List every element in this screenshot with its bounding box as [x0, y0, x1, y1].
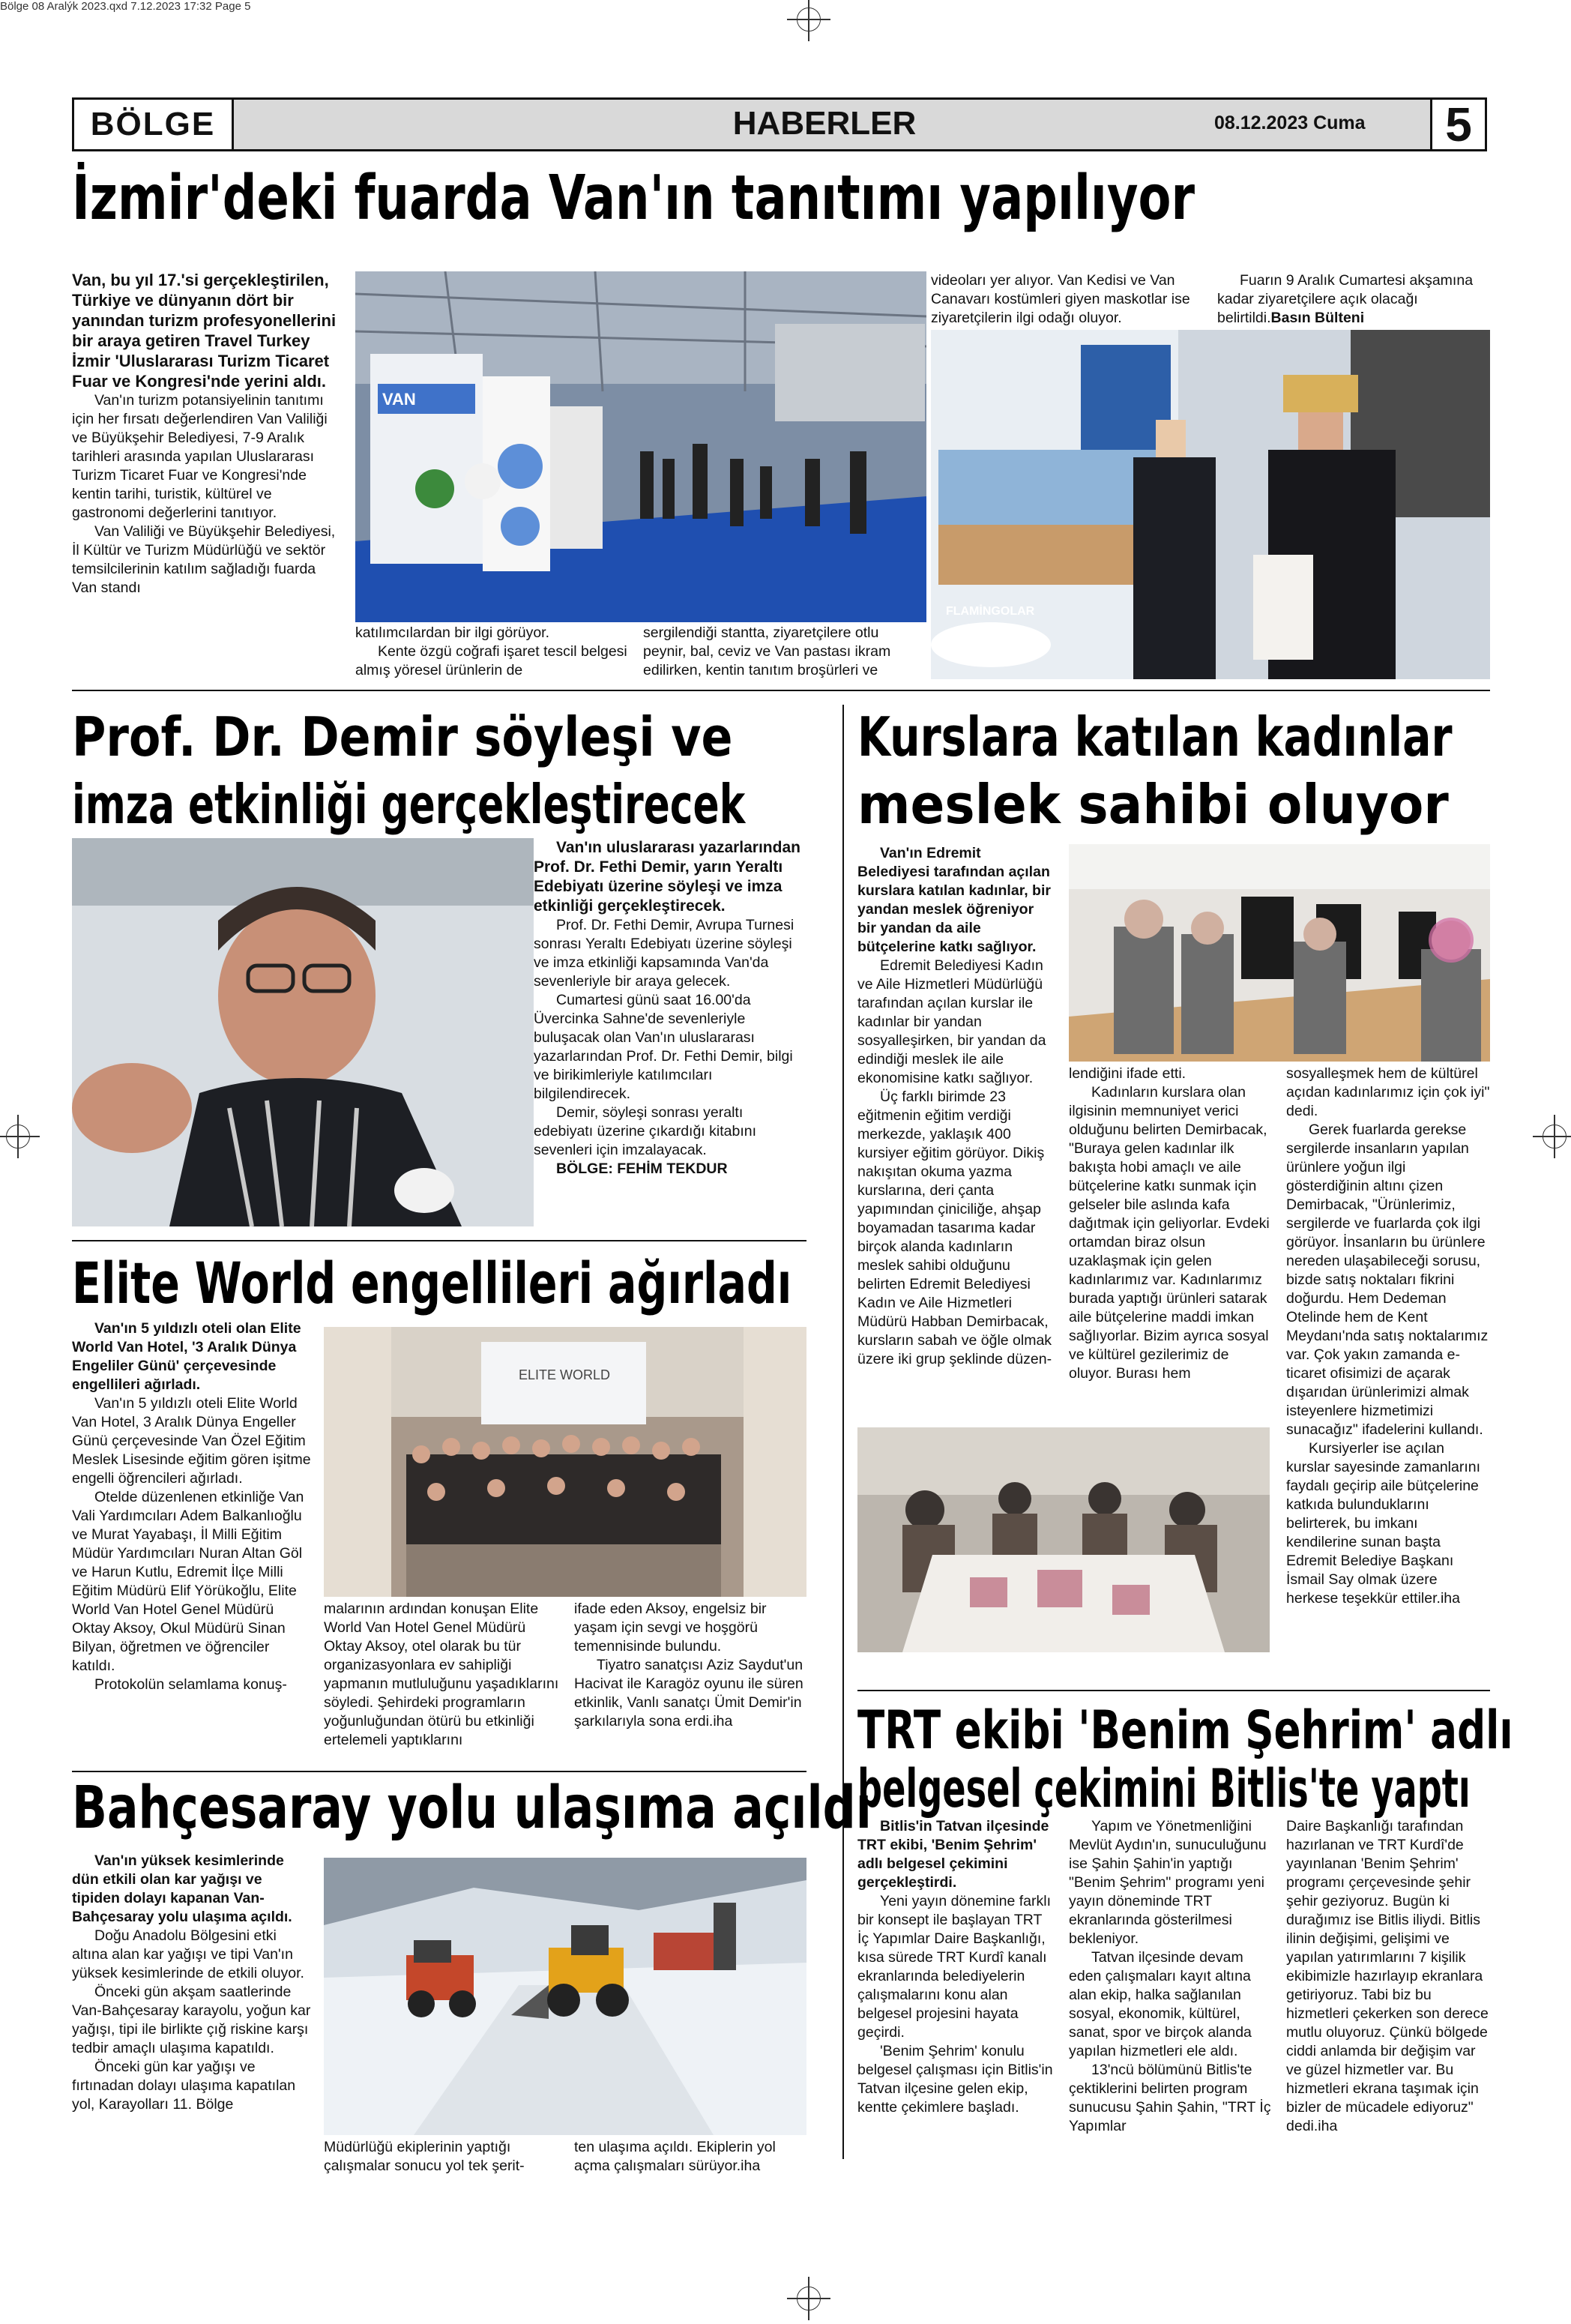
- bahcesaray-col-2: Müdürlüğü ekiplerinin yaptığı çalışmalar sonucu yol tek şerit-: [324, 2139, 525, 2174]
- headline-demir-line2: imza etkinliği gerçekleştirecek: [72, 773, 746, 836]
- elite-paragraph: Tiyatro sanatçısı Aziz Saydut'un Hacivat ile Karagöz oyunu ile süren etkinlik, Vanlı sanatçı Ümit Demir'in şarkılarıyla sona erdi.: [574, 1657, 803, 1730]
- bahcesaray-col-1: [72, 1852, 313, 2114]
- crop-mark-bottom: [797, 2287, 821, 2311]
- photo-elite-group: [324, 1327, 806, 1597]
- page-number: 5: [1430, 97, 1487, 151]
- kurslar-paragraph: Gerek fuarlarda gerekse sergilerde insanların yapılan ürünlere yoğun ilgi gösterdiğinin altını çizen Demirbacak, "Ürünlerimiz, sergilerde ve fuarlarda çok ilgi görüyor. İnsanların bu ürünlere nereden ulaşabileceği sorusu, bizde satış noktaları fikrini doğurdu. Hem Dedeman Otelinde hem de Kent Meydanı'nda satış noktalarımız var. Çok yakın zamanda e-ticaret ofisimizi de açarak dışarıdan ürünlerimizi almak isteyenlere hizmetimizi sunacağız" ifadelerini kullandı.: [1286, 1122, 1489, 1438]
- headline-izmir: İzmir'deki fuarda Van'ın tanıtımı yapılıyor: [72, 163, 1195, 234]
- trt-paragraph: Tatvan ilçesinde devam eden çalışmaları kayıt altına alan ekip, halka sağlanılan sosyal, ekonomik, kültürel, sanat, spor ve birçok alanda yapılan hizmetleri ele aldı.: [1069, 1949, 1252, 2059]
- headline-trt-line1: TRT ekibi 'Benim Şehrim' adlı: [857, 1700, 1513, 1761]
- bahcesaray-lead: Van'ın yüksek kesimlerinde dün etkili olan kar yağışı ve tipiden dolayı kapanan Van-Bahçesaray yolu ulaşıma açıldı.: [72, 1852, 292, 1925]
- trt-paragraph: Yeni yayın dönemine farklı bir konsept ile başlayan TRT İç Yapımlar Daire Başkanlığı, kısa sürede TRT Kurdî kanalı ekranlarında belediyelerin çalışmalarını konu alan belgesel projesini hayata geçirdi.: [857, 1893, 1052, 2041]
- izmir-col-4: videoları yer alıyor. Van Kedisi ve Van Canavarı kostümleri giyen maskotlar ise ziyaretçilerin ilgi odağı oluyor.: [931, 272, 1190, 326]
- crop-mark-right: [1543, 1125, 1567, 1149]
- kurslar-lead: Van'ın Edremit Belediyesi tarafından açılan kurslara katılan kadınlar, bir yandan meslek öğreniyor bir yandan da aile bütçelerine katkı sağlıyor.: [857, 845, 1051, 955]
- headline-kurslar-line1: Kurslara katılan kadınlar: [857, 705, 1453, 768]
- headline-trt-line2: belgesel çekimini Bitlis'te yaptı: [857, 1758, 1471, 1819]
- elite-paragraph: ifade eden Aksoy, engelsiz bir yaşam için sevgi ve hoşgörü temennisinde bulundu.: [574, 1601, 767, 1655]
- bahcesaray-paragraph: Önceki gün kar yağışı ve fırtınadan dolayı ulaşıma kapatılan yol, Karayolları 11. Bölge: [72, 2059, 296, 2113]
- section-divider: [72, 1771, 806, 1772]
- kurslar-paragraph: Kadınların kurslara olan ilgisinin memnuniyet verici olduğunu belirten Demirbacak, "Buraya gelen kadınlar ilk bakışta hobi amaçlı ve aile bütçelerine katkı sunmak için gelseler bile aslında kafa dağıtmak için geliyorlar. Evdeki ortamdan biraz olsun uzaklaşmak için gelen kadınlarımız var. Kadınlarımız burada yaptığı ürünleri satarak aile bütçelerine maddi imkan sağlıyorlar. Bizim ayrıca sosyal ve kültürel gezilerimiz de oluyor. Burası hem: [1069, 1084, 1270, 1382]
- section-divider: [857, 1690, 1490, 1691]
- flamingolar-label: FLAMİNGOLAR: [946, 605, 1035, 618]
- elite-paragraph: Protokolün selamlama konuş-: [94, 1676, 287, 1693]
- crop-mark-top: [797, 7, 821, 31]
- issue-date: 08.12.2023 Cuma: [1214, 112, 1366, 133]
- bahcesaray-paragraph: Önceki gün akşam saatlerinde Van-Bahçesaray karayolu, yoğun kar yağışı, tipi ile birlikte çığ riskine karşı tedbir amaçlı ulaşıma kapatıldı.: [72, 1984, 311, 2056]
- izmir-col-1: [72, 270, 343, 597]
- photo-van-stand: [355, 271, 926, 622]
- kurslar-source: iha: [1440, 1590, 1460, 1607]
- photo-snow-road: [324, 1858, 806, 2135]
- photo-fethi-demir: [72, 838, 534, 1226]
- kurslar-col-3: [1286, 1065, 1490, 1608]
- trt-lead: Bitlis'in Tatvan ilçesinde TRT ekibi, 'Benim Şehrim' adlı belgesel çekimini gerçekleştirdi.: [857, 1818, 1049, 1891]
- elite-source: iha: [713, 1713, 733, 1730]
- kurslar-paragraph: lendiğini ifade etti.: [1069, 1065, 1186, 1082]
- kurslar-paragraph: Üç farklı birimde 23 eğitmenin eğitim verdiği merkezde, yaklaşık 400 kursiyer eğitim görüyor. Dikiş nakışıtan okuma yazma kurslarına, deri çanta yapımından çiniciliğe, ahşap boyamadan tasarıma kadar birçok alanda kadınların meslek sahibi olduğunu belirten Edremit Belediyesi Kadın ve Aile Hizmetleri Müdürü Habban Demirbacak, kursların sabah ve öğle olmak üzere iki grup şeklinde düzen-: [857, 1089, 1052, 1367]
- newspaper-logo: BÖLGE: [72, 97, 234, 151]
- demir-text: [534, 838, 803, 1178]
- trt-source: iha: [1318, 2118, 1338, 2134]
- photo-handicraft-course: [857, 1427, 1270, 1652]
- elite-lead: Van'ın 5 yıldızlı oteli olan Elite World Van Hotel, '3 Aralık Dünya Engeliler Günü' çerçevesinde engellileri ağırladı.: [72, 1320, 301, 1393]
- izmir-paragraph: Van Valiliği ve Büyükşehir Belediyesi, İl Kültür ve Turizm Müdürlüğü ve sektör temsilcilerinin katılım sağladığı fuarda Van standı: [72, 523, 336, 596]
- section-divider: [72, 1240, 806, 1241]
- izmir-paragraph: Kente özgü coğrafi işaret tescil belgesi almış yöresel ürünlerin de: [355, 643, 627, 678]
- bahcesaray-col-3: [574, 2138, 806, 2176]
- headline-elite: Elite World engellileri ağırladı: [72, 1250, 792, 1316]
- izmir-paragraph: Van'ın turizm potansiyelinin tanıtımı için her fırsatı değerlendiren Van Valiliği ve Büyükşehir Belediyesi, 7-9 Aralık tarihleri arasında yapılan Uluslararası Turizm Ticaret Fuar ve Kongresi'nde kentin tarihi, turistik, kültürel ve gastronomi değerlerini tanıtıyor.: [72, 392, 328, 521]
- demir-lead: Van'ın uluslararası yazarlarından Prof. Dr. Fethi Demir, yarın Yeraltı Edebiyatı üzerine söyleşi ve imza etkinliği gerçekleştirecek.: [534, 839, 800, 915]
- kurslar-paragraph: Kursiyerler ise açılan kurslar sayesinde zamanlarını faydalı geçirip aile bütçelerine katkıda bulunduklarını belirterek, bu imkanı kendilerine sunan başta Edremit Belediye Başkanı İsmail Say olmak üzere herkese teşekkür ettiler.: [1286, 1440, 1481, 1607]
- izmir-col-2: [355, 624, 633, 680]
- elite-paragraph: Van'ın 5 yıldızlı oteli Elite World Van Hotel, 3 Aralık Dünya Engeller Günü çerçevesinde Van Özel Eğitim Meslek Lisesinde eğitim gören işitme engelli öğrencileri ağırladı.: [72, 1395, 311, 1487]
- kurslar-col-2: [1069, 1065, 1273, 1383]
- izmir-paragraph: katılımcılardan bir ilgi görüyor.: [355, 624, 550, 641]
- trt-col-3: [1286, 1817, 1490, 2136]
- section-divider: [72, 690, 1490, 691]
- kurslar-col-1: [857, 844, 1054, 1369]
- trt-paragraph: 13'ncü bölümünü Bitlis'te çektiklerini belirten program sunucusu Şahin Şahin, "TRT İç Yapımlar: [1069, 2062, 1271, 2134]
- bahcesaray-source: iha: [741, 2158, 761, 2174]
- izmir-source: Basın Bülteni: [1270, 310, 1365, 326]
- elite-col-3: [574, 1600, 806, 1731]
- headline-bahcesaray: Bahçesaray yolu ulaşıma açıldı: [72, 1774, 872, 1842]
- van-sign-text: VAN: [382, 390, 416, 409]
- izmir-lead: Van, bu yıl 17.'si gerçekleştirilen, Türkiye ve dünyanın dört bir yanından turizm profesyonellerini bir araya getiren Travel Turkey İzmir 'Uluslararası Turizm Ticaret Fuar ve Kongresi'nde yerini aldı.: [72, 271, 337, 391]
- bahcesaray-paragraph: Doğu Anadolu Bölgesini etki altına alan kar yağışı ve tipi Van'ın yüksek kesimlerinde de etkili oluyor.: [72, 1927, 304, 1981]
- elite-col-2: malarının ardından konuşan Elite World Van Hotel Genel Müdürü Oktay Aksoy, otel olarak bu tür organizasyonlara ev sahipliği yapmanın mutluluğunu yaşadıklarını söyledi. Şehirdeki programların yoğunluğundan ötürü bu etkinliği ertelemeli yaptıklarını: [324, 1601, 559, 1748]
- kurslar-paragraph: sosyalleşmek hem de kültürel açıdan kadınlarımız için çok iyi" dedi.: [1286, 1065, 1490, 1119]
- demir-paragraph: Prof. Dr. Fethi Demir, Avrupa Turnesi sonrası Yeraltı Edebiyatı üzerine söyleşi ve imza etkinliği kapsamında Van'da sevenleriyle bir araya gelecek.: [534, 917, 794, 990]
- elite-banner-text: ELITE WORLD: [519, 1367, 611, 1382]
- photo-fair-visitors: [931, 330, 1490, 679]
- headline-demir-line1: Prof. Dr. Demir söyleşi ve: [72, 705, 733, 768]
- demir-paragraph: Demir, söyleşi sonrası yeraltı edebiyatı üzerine çıkardığı kitabını sevenleri için imzalayacak.: [534, 1104, 757, 1158]
- elite-paragraph: Otelde düzenlenen etkinliğe Van Vali Yardımcıları Adem Balkanlıoğlu ve Murat Yayabaşı, İl Milli Eğitim Müdür Yardımcıları Nuran Altan Göl ve Harun Kutlu, Edremit İlçe Milli Eğitim Müdürü Elif Yörükoğlu, Elite World Van Hotel Genel Müdürü Oktay Aksoy, Okul Müdürü Sinan Bilyan, öğretmen ve öğrenciler katıldı.: [72, 1489, 304, 1674]
- trt-paragraph: Daire Başkanlığı tarafından hazırlanan ve TRT Kurdî'de yayınlanan 'Benim Şehrim' programı çerçevesinde şehir şehir geziyoruz. Bugün ki durağımız ise Bitlis iliydi. Bitlis ilinin değişimi, gelişimi ve yapılan yatırımlarını 7 kişilik ekibimizle hazırlayıp ekranlara getiriyoruz. Tabi biz bu hizmetleri çekerken son derece mutlu oluyoruz. Çünkü bölgede ciddi anlamda bir değişim var ve güzel hizmetler var. Bu hizmetleri ekrana taşımak için bizler de mücadele ediyoruz" dedi.: [1286, 1818, 1489, 2134]
- elite-col-1: [72, 1319, 313, 1694]
- demir-byline: BÖLGE: FEHİM TEKDUR: [556, 1161, 728, 1177]
- headline-kurslar-line2: meslek sahibi oluyor: [857, 773, 1449, 836]
- kurslar-paragraph: Edremit Belediyesi Kadın ve Aile Hizmetleri Müdürlüğü tarafından açılan kurslar ile kadınlar bir yandan sosyalleşirken, bir yandan da edindiği meslek ile aile ekonomisine katkı sağlıyor.: [857, 957, 1046, 1086]
- column-divider: [842, 705, 844, 2159]
- izmir-paragraph: Fuarın 9 Aralık Cumartesi akşamına kadar ziyaretçilere açık olacağı belirtildi.: [1217, 272, 1474, 326]
- photo-computer-course: [1069, 844, 1490, 1062]
- bahcesaray-paragraph: ten ulaşıma açıldı. Ekiplerin yol açma çalışmaları sürüyor.: [574, 2139, 776, 2174]
- crop-mark-left: [6, 1125, 30, 1149]
- trt-col-1: [857, 1817, 1054, 2117]
- izmir-col-3: sergilendiği stantta, ziyaretçilere otlu peynir, bal, ceviz ve Van pastası ikram edilirken, kentin tanıtım broşürleri ve: [643, 624, 891, 678]
- demir-paragraph: Cumartesi günü saat 16.00'da Üvercinka Sahne'de sevenleriyle buluşacak olan Van'ın uluslararası yazarlarından Prof. Dr. Fethi Demir, bilgi ve birikimleriyle katılımcıları bilgilendirecek.: [534, 992, 793, 1102]
- trt-col-2: [1069, 1817, 1273, 2136]
- trt-paragraph: Yapım ve Yönetmenliğini Mevlüt Aydın'ın, sunuculuğunu ise Şahin Şahin'in yaptığı "Benim Şehrim" programı yeni yayın döneminde TRT ekranlarında gösterilmesi bekleniyor.: [1069, 1818, 1267, 1947]
- izmir-col-5: [1217, 271, 1490, 328]
- section-title: HABERLER: [732, 105, 917, 142]
- trt-paragraph: 'Benim Şehrim' konulu belgesel çalışması için Bitlis'in Tatvan ilçesine gelen ekip, kentte çekimlere başladı.: [857, 2043, 1053, 2116]
- print-slug: Bölge 08 Aralýk 2023.qxd 7.12.2023 17:32 Page 5: [0, 0, 251, 13]
